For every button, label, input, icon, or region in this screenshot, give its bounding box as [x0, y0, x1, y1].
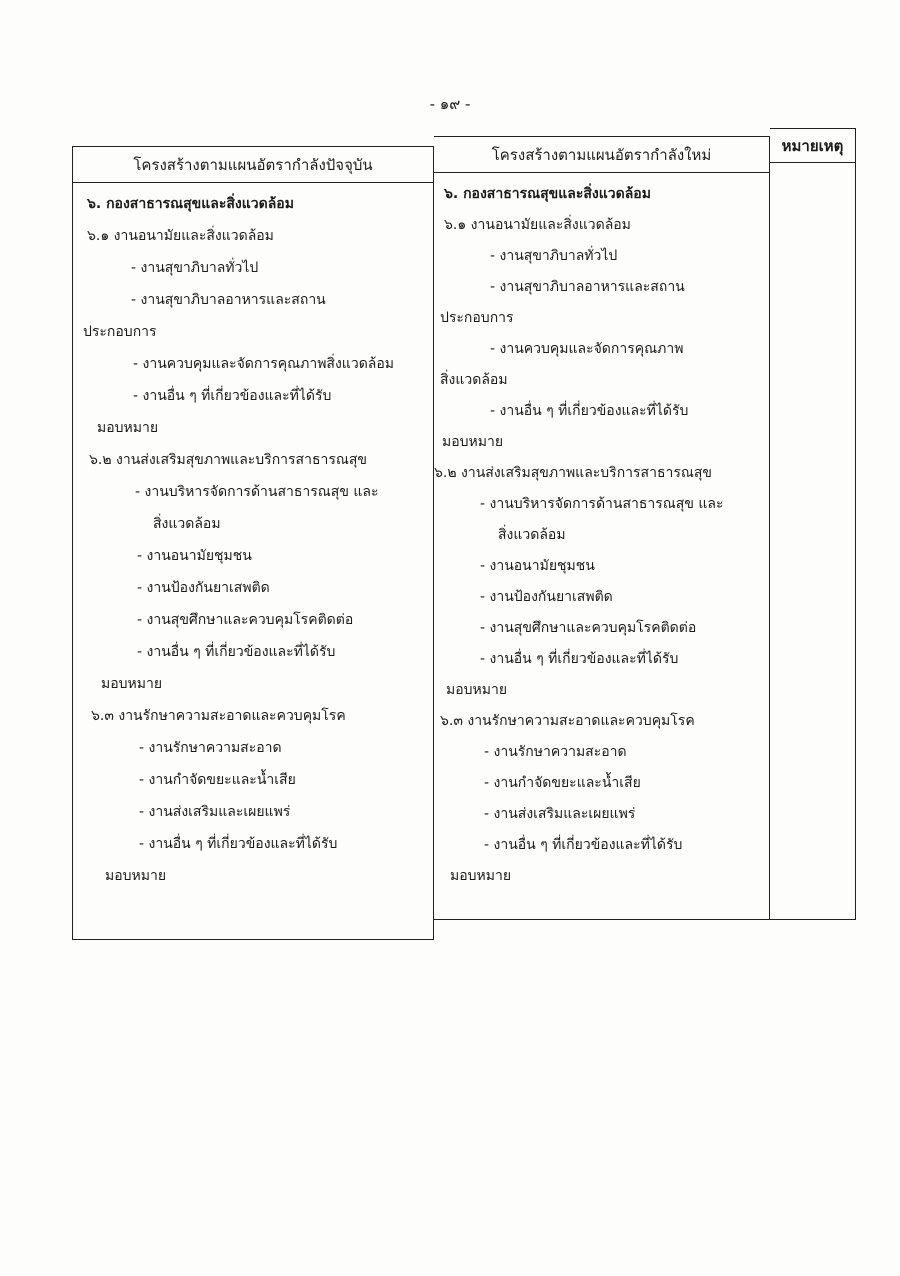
new-item-continuation: มอบหมาย — [446, 682, 508, 698]
remark-header: หมายเหตุ — [770, 129, 855, 163]
current-item-continuation: มอบหมาย — [97, 420, 159, 436]
new-division-title: ๖. กองสาธารณสุขและสิ่งแวดล้อม — [444, 186, 651, 202]
structure-comparison-table — [72, 128, 858, 940]
new-item: - งานป้องกันยาเสพติด — [480, 589, 613, 605]
new-item: - งานบริหารจัดการด้านสาธารณสุข และ — [480, 496, 724, 512]
current-division-title: ๖. กองสาธารณสุขและสิ่งแวดล้อม — [87, 196, 294, 212]
new-item: - งานอื่น ๆ ที่เกี่ยวข้องและที่ได้รับ — [480, 651, 679, 667]
current-item-continuation: สิ่งแวดล้อม — [153, 516, 221, 532]
new-item: - งานสุขาภิบาลทั่วไป — [490, 248, 618, 264]
current-structure-header: โครงสร้างตามแผนอัตรากำลังปัจจุบัน — [73, 147, 433, 183]
current-item: - งานรักษาความสะอาด — [139, 740, 282, 756]
new-item: - งานอนามัยชุมชน — [480, 558, 595, 574]
current-item: - งานป้องกันยาเสพติด — [137, 580, 270, 596]
new-structure-header: โครงสร้างตามแผนอัตรากำลังใหม่ — [434, 137, 769, 173]
page-number: - ๑๙ - — [429, 95, 471, 113]
new-section-1: ๖.๑ งานอนามัยและสิ่งแวดล้อม — [444, 217, 631, 233]
current-item: - งานอื่น ๆ ที่เกี่ยวข้องและที่ได้รับ — [139, 836, 338, 852]
current-section-2: ๖.๒ งานส่งเสริมสุขภาพและบริการสาธารณสุข — [89, 452, 367, 468]
new-item-continuation: สิ่งแวดล้อม — [498, 527, 566, 543]
current-item: - งานสุขาภิบาลทั่วไป — [131, 260, 259, 276]
current-structure-column — [72, 146, 434, 940]
current-item: - งานอนามัยชุมชน — [137, 548, 252, 564]
new-structure-column — [434, 136, 770, 920]
new-item: - งานสุขศึกษาและควบคุมโรคติดต่อ — [480, 620, 697, 636]
new-item: - งานอื่น ๆ ที่เกี่ยวข้องและที่ได้รับ — [484, 837, 683, 853]
current-section-1: ๖.๑ งานอนามัยและสิ่งแวดล้อม — [87, 228, 274, 244]
current-item: - งานสุขศึกษาและควบคุมโรคติดต่อ — [137, 612, 354, 628]
current-item-continuation: มอบหมาย — [105, 868, 167, 884]
new-item: - งานอื่น ๆ ที่เกี่ยวข้องและที่ได้รับ — [490, 403, 689, 419]
new-item: - งานส่งเสริมและเผยแพร่ — [484, 806, 636, 822]
current-item: - งานส่งเสริมและเผยแพร่ — [139, 804, 291, 820]
new-item: - งานสุขาภิบาลอาหารและสถาน — [490, 279, 685, 295]
current-item: - งานควบคุมและจัดการคุณภาพสิ่งแวดล้อม — [133, 356, 394, 372]
current-item-continuation: ประกอบการ — [83, 324, 157, 340]
new-item: - งานควบคุมและจัดการคุณภาพ — [490, 341, 684, 357]
new-item-continuation: ประกอบการ — [440, 310, 514, 326]
remark-column — [770, 128, 856, 920]
current-item: - งานบริหารจัดการด้านสาธารณสุข และ — [135, 484, 379, 500]
new-item-continuation: สิ่งแวดล้อม — [440, 372, 508, 388]
new-item-continuation: มอบหมาย — [442, 434, 504, 450]
current-item-continuation: มอบหมาย — [101, 676, 163, 692]
current-item: - งานอื่น ๆ ที่เกี่ยวข้องและที่ได้รับ — [133, 388, 332, 404]
new-item: - งานกำจัดขยะและน้ำเสีย — [484, 775, 641, 791]
new-section-2: ๖.๒ งานส่งเสริมสุขภาพและบริการสาธารณสุข — [434, 465, 712, 481]
current-item: - งานอื่น ๆ ที่เกี่ยวข้องและที่ได้รับ — [137, 644, 336, 660]
current-item: - งานกำจัดขยะและน้ำเสีย — [139, 772, 296, 788]
new-section-3: ๖.๓ งานรักษาความสะอาดและควบคุมโรค — [440, 713, 695, 729]
new-item: - งานรักษาความสะอาด — [484, 744, 627, 760]
new-item-continuation: มอบหมาย — [450, 868, 512, 884]
current-item: - งานสุขาภิบาลอาหารและสถาน — [131, 292, 326, 308]
current-section-3: ๖.๓ งานรักษาความสะอาดและควบคุมโรค — [91, 708, 346, 724]
